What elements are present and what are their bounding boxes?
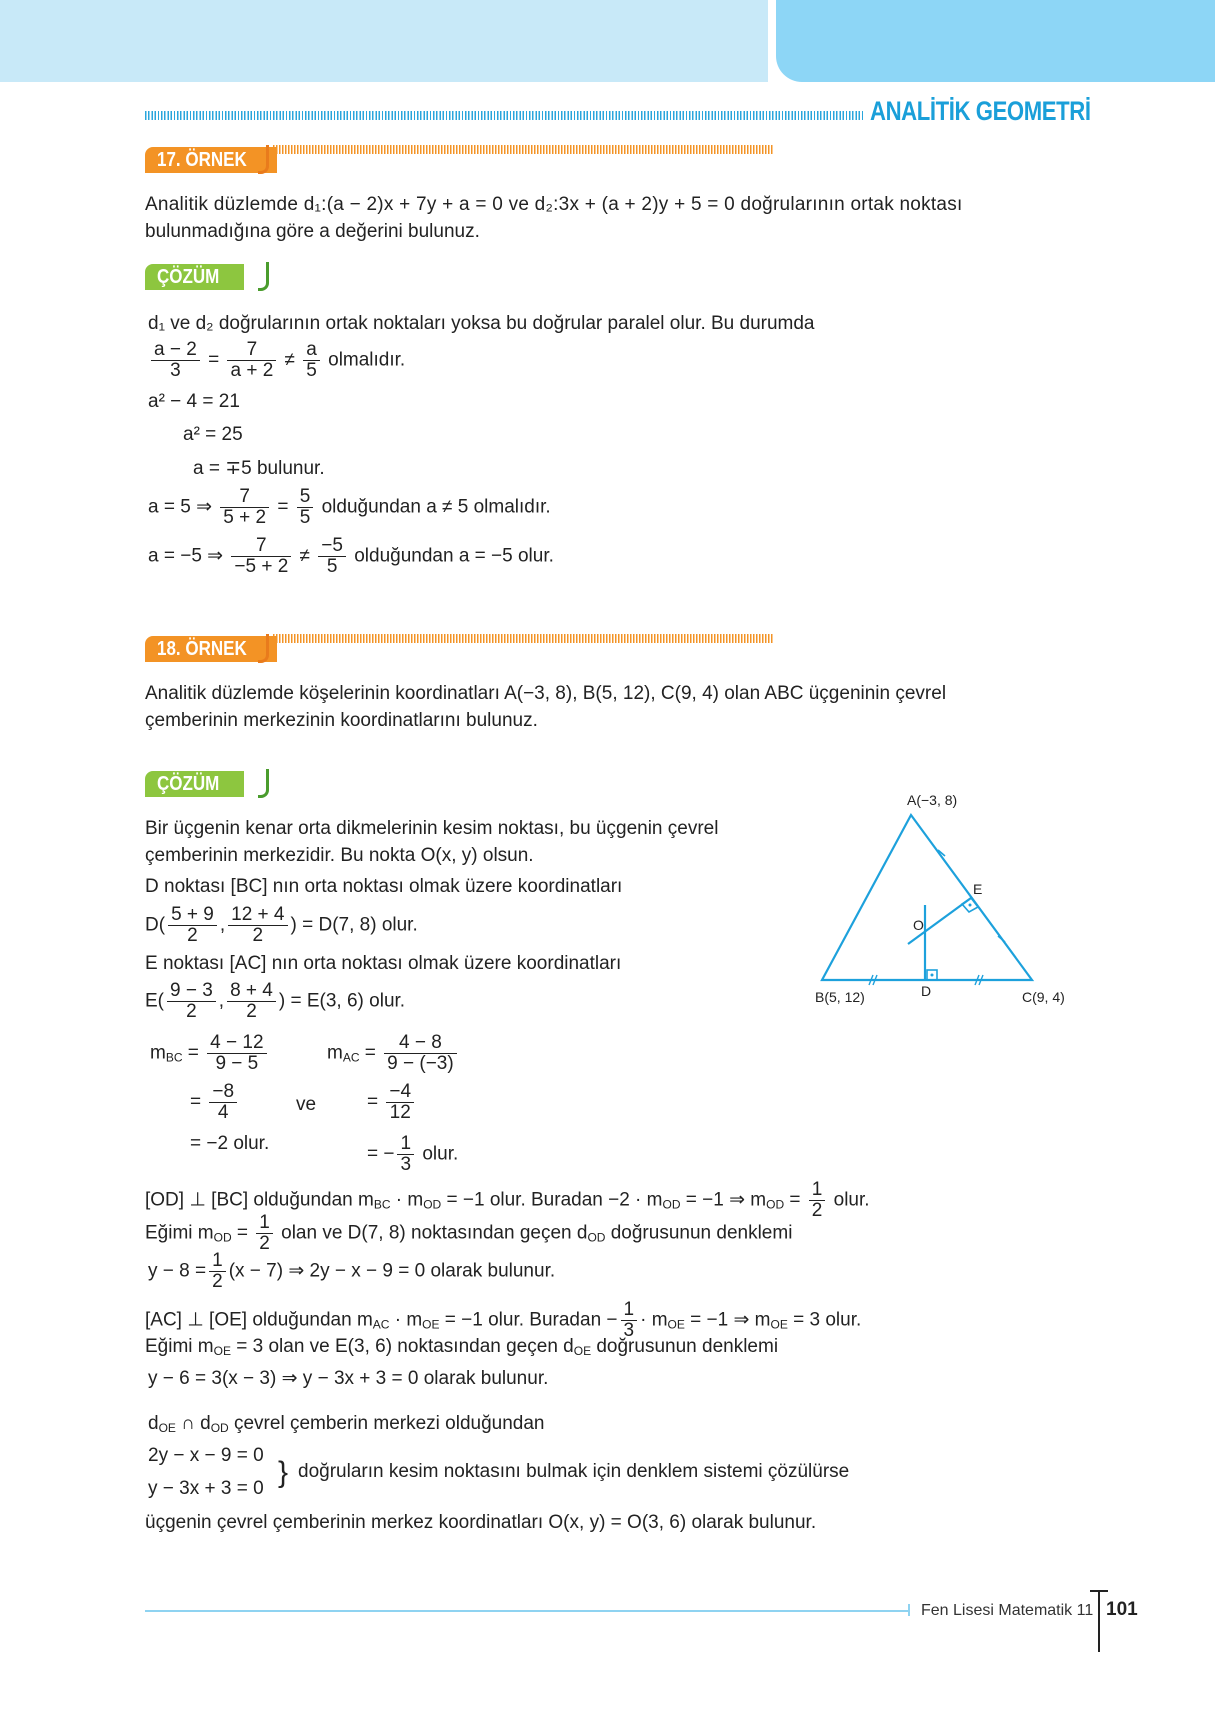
badge-hook-icon <box>258 145 269 174</box>
section-title: ANALİTİK GEOMETRİ <box>870 96 1091 126</box>
badge-hook-icon <box>258 634 269 663</box>
solution-17-step1: a² − 4 = 21 <box>148 391 240 412</box>
footer-bar <box>1098 1590 1100 1652</box>
label-c: C(9, 4) <box>1022 989 1065 1005</box>
solution-17-check2: a = −5 ⇒ $\frac{7}{-5 + 2}$ ≠ $\frac{-5}{5}$ olduğundan a = −5 olur. <box>148 535 554 577</box>
conclusion: üçgenin çevrel çemberinin merkez koordinatları O(x, y) = O(3, 6) olarak bulunur. <box>145 1512 817 1533</box>
slope-ac-result: = − $\frac{1}{3}$ olur. <box>367 1133 459 1175</box>
example-17-question-line1: Analitik düzlemde d₁:(a − 2)x + 7y + a = 0 ve d₂:3x + (a + 2)y + 5 = 0 doğrularının ortak noktası <box>145 194 963 215</box>
label-d: D <box>921 983 932 999</box>
solution-18-badge-label: ÇÖZÜM <box>157 773 220 795</box>
solution-17-badge-label: ÇÖZÜM <box>157 266 220 288</box>
header-band-dark <box>776 0 1215 82</box>
solution-17-line1: d₁ ve d₂ doğrularının ortak noktaları yoksa bu doğrular paralel olur. Bu durumda <box>148 313 815 334</box>
example-18-badge <box>145 636 277 662</box>
fraction: $\frac{1}{2}$ <box>209 1251 226 1292</box>
fraction: $\frac{a}{5}$ <box>303 340 320 381</box>
fraction: $\frac{a - 2}{3}$ <box>151 340 200 381</box>
oe-line1: [AC] ⊥ [OE] olduğundan $m_{AC} \cdot m_{OE} = -1$ olur. Buradan − $\frac{1}{3}$ · $m_{OE} = -1$ ⇒ $m_{OE} = 3$ olur. <box>145 1299 862 1341</box>
solution-17-ratio: $\frac{a - 2}{3}$ = $\frac{7}{a + 2}$ ≠ $\frac{a}{5}$ olmalıdır. <box>148 340 405 381</box>
label-e: E <box>973 881 983 897</box>
fraction: $\frac{7}{a + 2}$ <box>227 340 276 381</box>
badge-hook-icon <box>258 262 269 291</box>
od-line1: [OD] ⊥ [BC] olduğundan $m_{BC} \cdot m_{OD} = -1$ olur. Buradan $-2 \cdot m_{OD} = -1$ ⇒ $m_{OD}$ = $\frac{1}{2}$ olur. <box>145 1179 870 1221</box>
fraction: $\frac{1}{2}$ <box>809 1180 826 1221</box>
example-18-rule <box>273 634 773 643</box>
solution-18-badge <box>145 771 244 797</box>
badge-hook-icon <box>258 769 269 798</box>
page-number: 101 <box>1106 1599 1138 1620</box>
example-17-badge <box>145 147 277 173</box>
fraction: $\frac{8 + 4}{2}$ <box>227 981 276 1022</box>
example-18-question-line1: Analitik düzlemde köşelerinin koordinatları A(−3, 8), B(5, 12), C(9, 4) olan ABC üçgeninin çevrel <box>145 683 947 704</box>
slope-bc-result: = −2 olur. <box>190 1133 270 1154</box>
fraction: $\frac{4 - 12}{9 - 5}$ <box>207 1033 266 1074</box>
fraction: $\frac{-5}{5}$ <box>318 536 346 577</box>
system-brace: } <box>278 1456 289 1489</box>
solution-17-step3: a = ∓5 bulunur. <box>193 458 325 479</box>
fraction: $\frac{12 + 4}{2}$ <box>228 905 287 946</box>
solution-17-step2: a² = 25 <box>183 424 243 445</box>
fraction: $\frac{7}{5 + 2}$ <box>220 487 269 528</box>
example-18-badge-label: 18. ÖRNEK <box>157 638 247 660</box>
label-b: B(5, 12) <box>815 989 865 1005</box>
oe-line3: y − 6 = 3(x − 3) ⇒ y − 3x + 3 = 0 olarak bulunur. <box>148 1368 549 1389</box>
solution-18-intro2: çemberinin merkezidir. Bu nokta O(x, y) olsun. <box>145 845 534 866</box>
solution-18-intro1: Bir üçgenin kenar orta dikmelerinin kesim noktası, bu üçgenin çevrel <box>145 818 719 839</box>
system-text: doğruların kesim noktasını bulmak için denklem sistemi çözülürse <box>298 1461 850 1482</box>
intersection-line: $d_{OE}$ ∩ $d_{OD}$ çevrel çemberin merkezi olduğundan <box>148 1413 545 1435</box>
solution-17-check1: a = 5 ⇒ $\frac{7}{5 + 2}$ = $\frac{5}{5}$ olduğundan a ≠ 5 olmalıdır. <box>148 486 551 528</box>
system-eq2: y − 3x + 3 = 0 <box>148 1478 264 1499</box>
fraction: $\frac{1}{3}$ <box>397 1134 414 1175</box>
solution-18-d-text: D noktası [BC] nın orta noktası olmak üzere koordinatları <box>145 876 623 897</box>
fraction: $\frac{4 - 8}{9 - (-3)}$ <box>384 1033 457 1074</box>
slope-bc-line1: $m_{BC}$ = $\frac{4 - 12}{9 - 5}$ <box>150 1033 270 1074</box>
book-title: Fen Lisesi Matematik 11 <box>921 1602 1094 1619</box>
section-title-rule <box>145 111 865 120</box>
footer-rule-end <box>908 1604 910 1616</box>
slope-bc-line2: = $\frac{-8}{4}$ <box>190 1082 240 1123</box>
fraction: $\frac{5 + 9}{2}$ <box>168 905 217 946</box>
fraction: $\frac{7}{-5 + 2}$ <box>231 536 291 577</box>
example-17-badge-label: 17. ÖRNEK <box>157 149 247 171</box>
fraction: $\frac{9 - 3}{2}$ <box>167 981 216 1022</box>
fraction: $\frac{-8}{4}$ <box>209 1082 237 1123</box>
fraction: $\frac{-4}{12}$ <box>386 1082 414 1123</box>
triangle-abc <box>822 815 1032 980</box>
footer-rule <box>145 1610 910 1612</box>
system-eq1: 2y − x − 9 = 0 <box>148 1445 264 1466</box>
header-band-light <box>0 0 768 82</box>
ve-text: ve <box>296 1094 317 1115</box>
solution-18-d-calc: D( $\frac{5 + 9}{2}$ , $\frac{12 + 4}{2}$ ) = D(7, 8) olur. <box>145 904 418 946</box>
solution-18-e-text: E noktası [AC] nın orta noktası olmak üzere koordinatları <box>145 953 622 974</box>
slope-ac-line2: = $\frac{-4}{12}$ <box>367 1082 417 1123</box>
fraction: $\frac{1}{3}$ <box>621 1300 638 1341</box>
example-17-rule <box>273 145 773 154</box>
example-18-question-line2: çemberinin merkezinin koordinatlarını bulunuz. <box>145 710 538 731</box>
od-line3: y − 8 = $\frac{1}{2}$ (x − 7) ⇒ 2y − x − 9 = 0 olarak bulunur. <box>148 1250 556 1292</box>
label-a: A(−3, 8) <box>907 792 958 808</box>
fraction: $\frac{5}{5}$ <box>297 487 314 528</box>
solution-17-badge <box>145 264 244 290</box>
fraction: $\frac{1}{2}$ <box>256 1213 273 1254</box>
solution-18-e-calc: E( $\frac{9 - 3}{2}$ , $\frac{8 + 4}{2}$ ) = E(3, 6) olur. <box>145 980 406 1022</box>
label-o: O <box>913 917 924 933</box>
example-17-question-line2: bulunmadığına göre a değerini bulunuz. <box>145 221 480 242</box>
triangle-diagram <box>790 780 1090 1010</box>
slope-ac-line1: $m_{AC}$ = $\frac{4 - 8}{9 - (-3)}$ <box>327 1033 460 1074</box>
oe-line2: Eğimi $m_{OE} = 3$ olan ve E(3, 6) noktasından geçen $d_{OE}$ doğrusunun denklemi <box>145 1336 779 1358</box>
od-line2: Eğimi $m_{OD}$ = $\frac{1}{2}$ olan ve D(7, 8) noktasından geçen $d_{OD}$ doğrusunun denklemi <box>145 1212 793 1254</box>
